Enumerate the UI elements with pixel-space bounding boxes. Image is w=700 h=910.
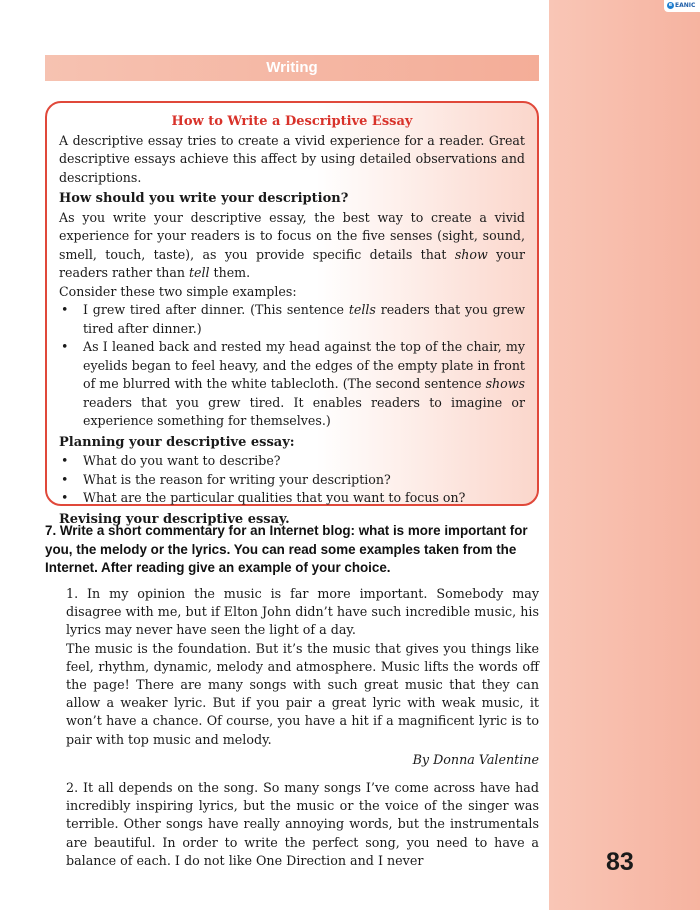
publisher-logo-mark: e <box>668 2 673 8</box>
list-item <box>59 338 525 431</box>
text-run: readers that you grew tired. It enables readers to imagine or experience something for themselves.) <box>83 394 525 428</box>
section-title: Writing <box>266 59 318 76</box>
box-paragraph-senses <box>59 209 525 283</box>
emphasis-show: show <box>454 246 488 262</box>
box-title: How to Write a Descriptive Essay <box>171 114 413 129</box>
descriptive-essay-box <box>45 101 539 527</box>
reading-text <box>66 585 539 870</box>
examples-list <box>59 301 525 431</box>
list-item: • What is the reason for writing your description? <box>59 471 525 490</box>
reading-byline: By Donna Valentine <box>412 751 539 767</box>
text-run: I grew tired after dinner. (This sentence <box>83 302 349 317</box>
box-heading-planning: Planning your descriptive essay: <box>59 434 295 450</box>
page-number: 83 <box>606 848 634 876</box>
publisher-logo <box>664 0 700 12</box>
text-run: As you write your descriptive essay, the best way to create a vivid experience for your readers is to focus on the five senses (sight, sound, smell, touch, taste), as you provide specific details that <box>59 209 525 262</box>
publisher-logo-text: EANIC <box>675 2 696 9</box>
box-consider: Consider these two simple examples: <box>59 283 297 299</box>
emphasis-shows: shows <box>485 376 525 391</box>
text-run: them. <box>209 265 251 280</box>
reading-paragraph-1b: The music is the foundation. But it’s the music that gives you things like feel, rhythm, dynamic, melody and atmosphere. Music lifts the words off the page! There are many songs with such great music that they can allow a weaker lyric. But if you pair a great lyric with weak music, it won’t have a chance. Of course, you have a hit if a magnificent lyric is to pair with top music and melody. <box>66 640 539 747</box>
list-item <box>59 301 525 338</box>
list-item: • What are the particular qualities that you want to focus on? <box>59 489 525 508</box>
emphasis-tells: tells <box>348 302 376 317</box>
text-run: your readers rather than <box>59 246 525 280</box>
emphasis-tell: tell <box>188 265 210 280</box>
box-heading-description: How should you write your description? <box>59 191 349 206</box>
planning-list <box>59 452 525 508</box>
reading-paragraph-1: 1. In my opinion the music is far more important. Somebody may disagree with me, but if Elton John didn’t have such incredible music, his lyrics may never have seen the light of a day. <box>66 586 539 638</box>
text-run: As I leaned back and rested my head against the top of the chair, my eyelids began to feel heavy, and the edges of the empty plate in front of me blurred with the white tablecloth. (The second sentence <box>83 339 525 391</box>
box-heading-revising: Revising your descriptive essay. <box>59 511 290 527</box>
reading-paragraph-2: 2. It all depends on the song. So many songs I’ve come across have had incredibly inspiring lyrics, but the music or the voice of the singer was terrible. Other songs have really annoying words, but the instrumentals are beautiful. In order to write the perfect song, you need to have a balance of each. I do not like One Direction and I never <box>66 780 539 868</box>
page-side-strip <box>549 0 700 910</box>
list-item: • What do you want to describe? <box>59 452 525 471</box>
exercise-instruction: 7. Write a short commentary for an Internet blog: what is more important for you, the melody or the lyrics. You can read some examples taken from the Internet. After reading give an example of your choice. <box>45 523 528 575</box>
text-run: readers that you grew tired after dinner.) <box>83 302 525 336</box>
box-intro: A descriptive essay tries to create a vivid experience for a reader. Great descriptive essays achieve this affect by using detailed observations and descriptions. <box>59 132 525 185</box>
section-header <box>45 55 539 81</box>
